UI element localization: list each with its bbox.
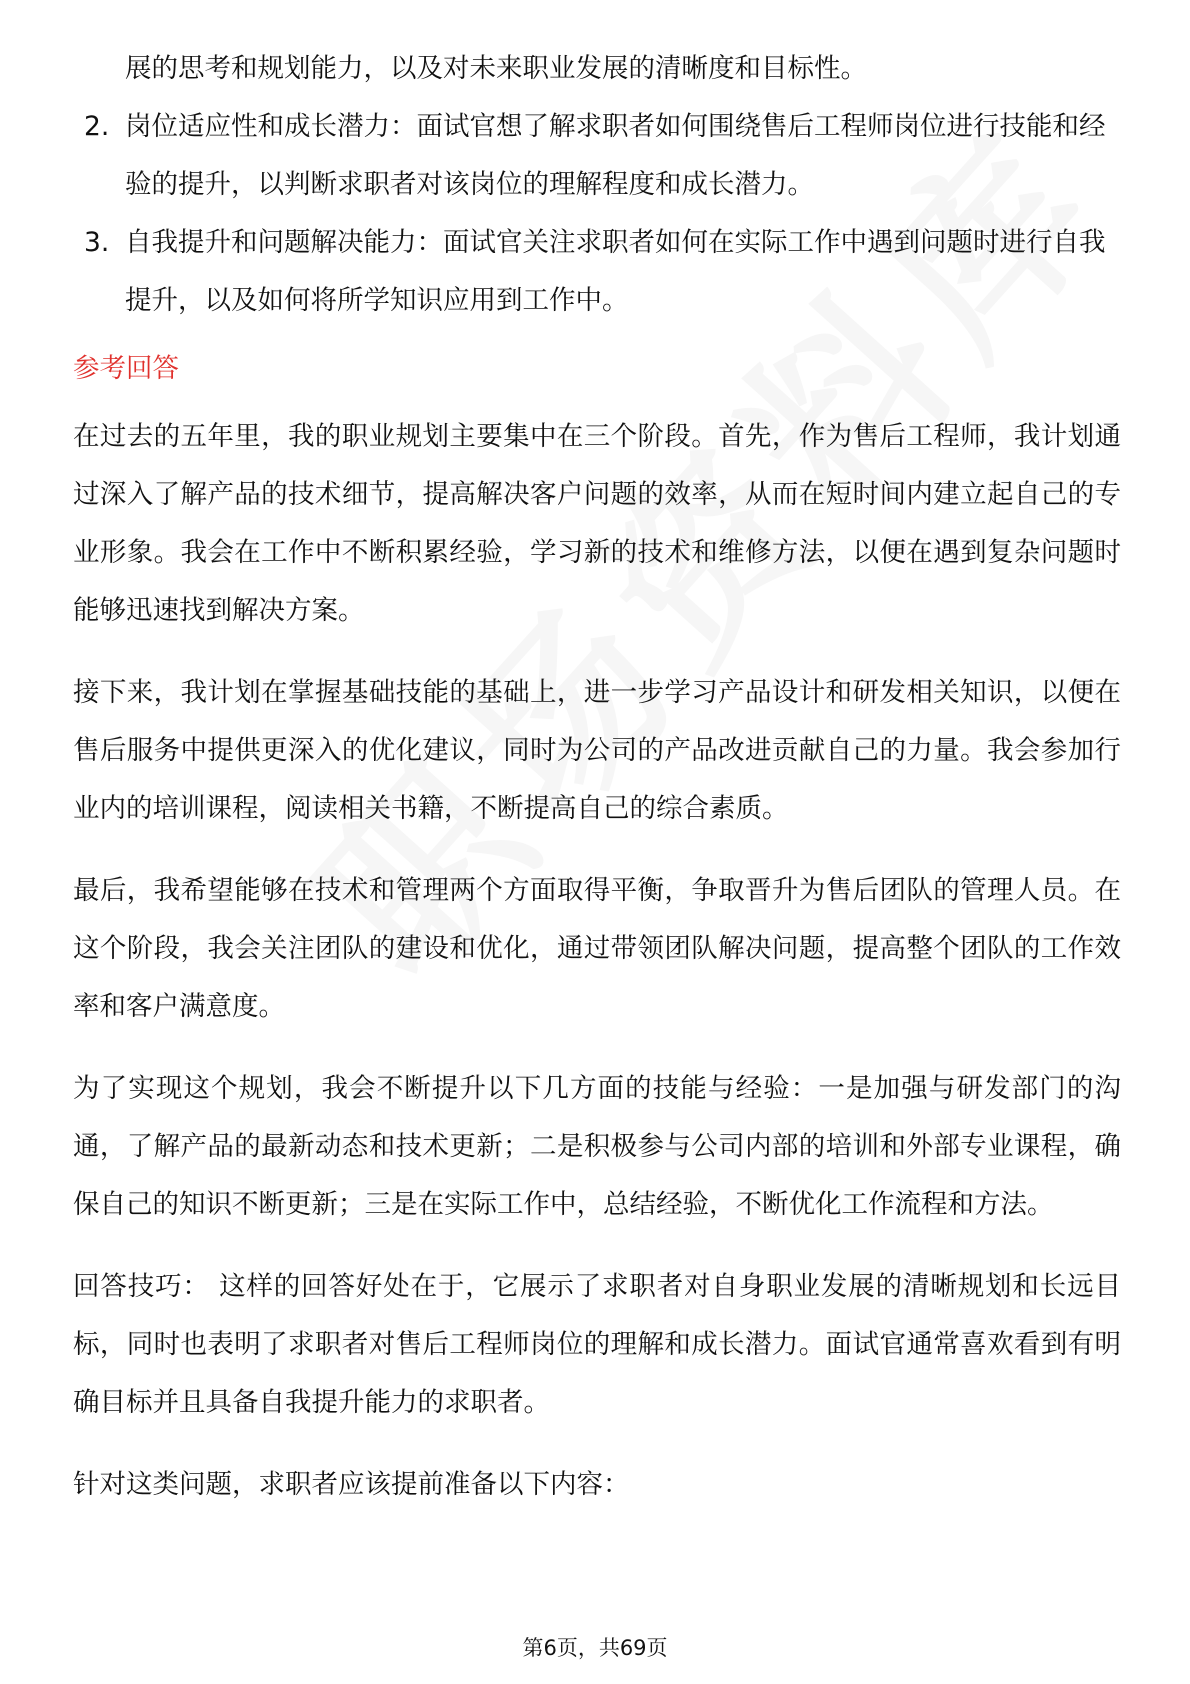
section-title: 参考回答: [73, 353, 179, 384]
answer-tips-paragraph: 回答技巧： 这样的回答好处在于，它展示了求职者对自身职业发展的清晰规划和长远目标，同时也表明了求职者对售后工程师岗位的理解和成长潜力。面试官通常喜欢看到有明确目标并且具备自我提升能力的求职者。: [73, 1271, 1121, 1418]
list-item: [73, 214, 1121, 330]
answer-paragraph: 为了实现这个规划，我会不断提升以下几方面的技能与经验：一是加强与研发部门的沟通，了解产品的最新动态和技术更新；二是积极参与公司内部的培训和外部专业课程，确保自己的知识不断更新；三是在实际工作中，总结经验，不断优化工作流程和方法。: [73, 1073, 1121, 1220]
list-item-text: 岗位适应性和成长潜力：面试官想了解求职者如何围绕售后工程师岗位进行技能和经验的提升，以判断求职者对该岗位的理解程度和成长潜力。: [125, 111, 1106, 200]
page-number-footer: 第6页，共69页: [522, 1636, 668, 1660]
page-content: [73, 40, 1121, 1538]
answer-paragraph: 接下来，我计划在掌握基础技能的基础上，进一步学习产品设计和研发相关知识，以便在售后服务中提供更深入的优化建议，同时为公司的产品改进贡献自己的力量。我会参加行业内的培训课程，阅读相关书籍，不断提高自己的综合素质。: [73, 677, 1121, 824]
preparation-intro: 针对这类问题，求职者应该提前准备以下内容：: [73, 1469, 630, 1500]
list-number: 3.: [84, 227, 110, 258]
list-number: 2.: [84, 111, 110, 142]
list-item-text: 自我提升和问题解决能力：面试官关注求职者如何在实际工作中遇到问题时进行自我提升，以及如何将所学知识应用到工作中。: [125, 227, 1106, 316]
reason-list: [73, 98, 1121, 330]
list-item: [73, 98, 1121, 214]
answer-paragraph: 最后，我希望能够在技术和管理两个方面取得平衡，争取晋升为售后团队的管理人员。在这个阶段，我会关注团队的建设和优化，通过带领团队解决问题，提高整个团队的工作效率和客户满意度。: [73, 875, 1121, 1022]
continuation-text: 展的思考和规划能力，以及对未来职业发展的清晰度和目标性。: [125, 53, 867, 84]
answer-paragraph: 在过去的五年里，我的职业规划主要集中在三个阶段。首先，作为售后工程师，我计划通过深入了解产品的技术细节，提高解决客户问题的效率，从而在短时间内建立起自己的专业形象。我会在工作中不断积累经验，学习新的技术和维修方法，以便在遇到复杂问题时能够迅速找到解决方案。: [73, 421, 1121, 626]
